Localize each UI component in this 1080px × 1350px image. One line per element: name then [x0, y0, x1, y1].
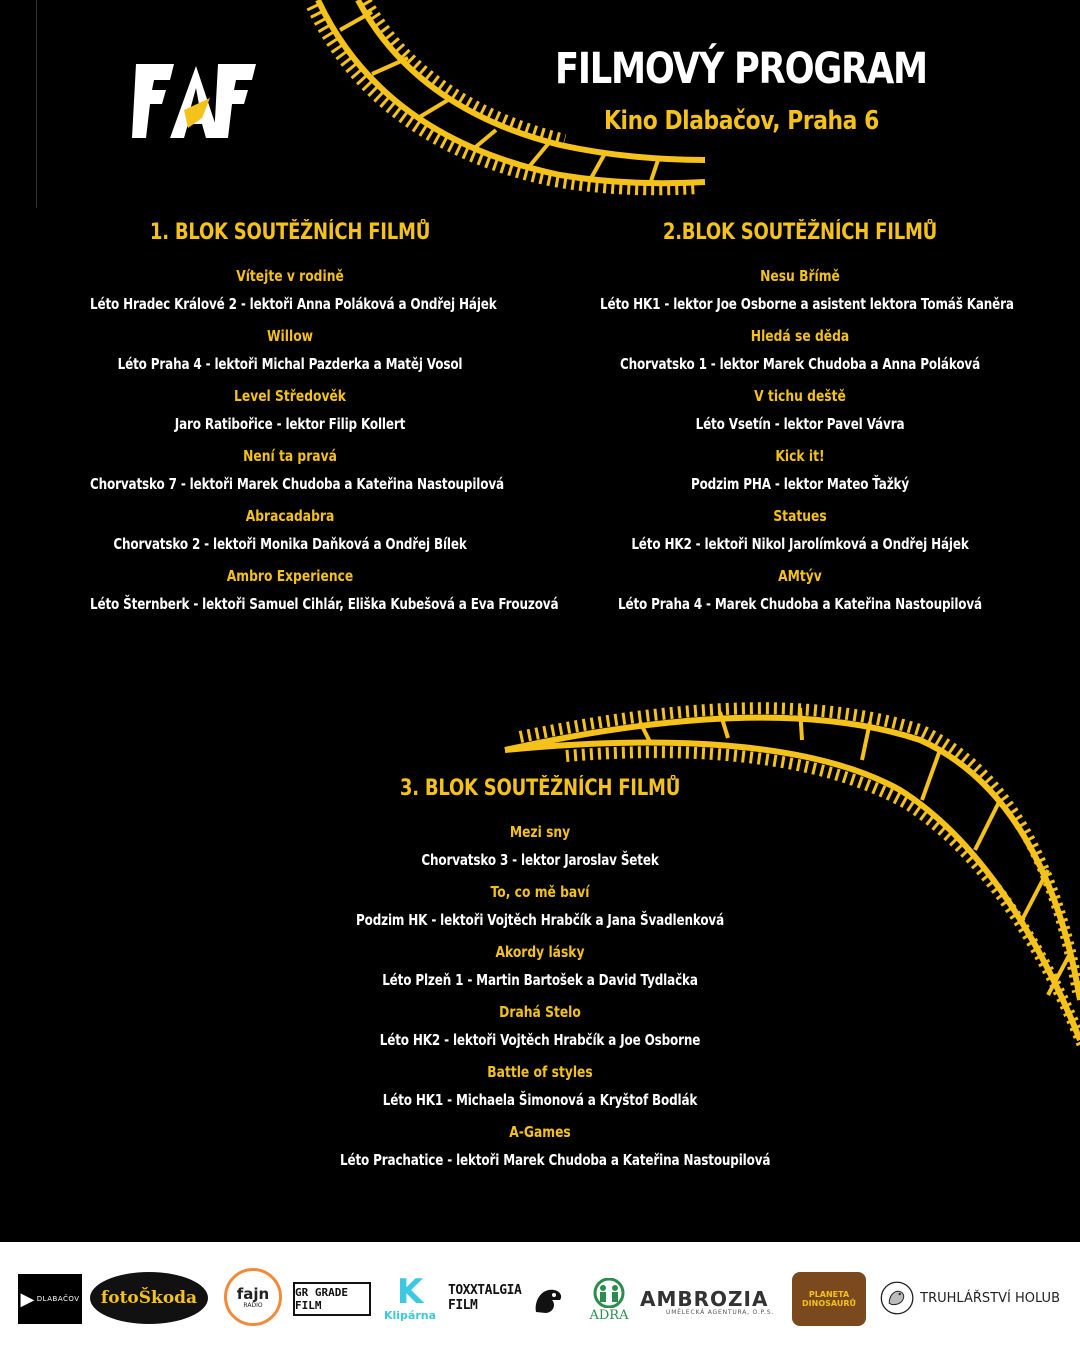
fotoskoda-logo: fotoŠkoda — [90, 1272, 208, 1324]
film-title: Statues — [773, 507, 827, 525]
film-title: Willow — [266, 327, 314, 345]
film-info: Léto Plzeň 1 - Martin Bartošek a David Tydlačka — [382, 971, 698, 989]
film-title: AMtýv — [778, 567, 822, 585]
film-item — [550, 386, 1050, 434]
film-title: Není ta pravá — [243, 447, 337, 465]
film-item — [40, 506, 540, 554]
film-info: Léto HK2 - lektoři Nikol Jarolímková a Ondřej Hájek — [631, 535, 969, 553]
film-item — [550, 446, 1050, 494]
venue-subtitle: Kino Dlabačov, Praha 6 — [604, 106, 879, 136]
film-item — [550, 566, 1050, 614]
bird-head-icon — [530, 1282, 566, 1318]
film-item — [40, 386, 540, 434]
film-title: Level Středověk — [234, 387, 346, 405]
block-heading: 3. BLOK SOUTĚŽNÍCH FILMŮ — [399, 776, 681, 801]
film-item — [290, 1002, 790, 1050]
film-item — [550, 326, 1050, 374]
film-title: Ambro Experience — [226, 567, 354, 585]
film-info: Chorvatsko 2 - lektoři Monika Daňková a Ondřej Bílek — [113, 535, 467, 553]
film-info: Léto Praha 4 - Marek Chudoba a Kateřina Nastoupilová — [618, 595, 982, 613]
film-item — [40, 446, 540, 494]
film-title: A-Games — [509, 1123, 571, 1141]
dove-icon — [880, 1272, 914, 1324]
film-block-2 — [550, 220, 1050, 626]
film-title: Battle of styles — [487, 1063, 593, 1081]
film-info: Chorvatsko 7 - lektoři Marek Chudoba a Kateřina Nastoupilová — [90, 475, 504, 493]
film-info: Podzim HK - lektoři Vojtěch Hrabčík a Jana Švadlenková — [355, 911, 725, 929]
film-title: Vítejte v rodině — [236, 267, 344, 285]
adra-people-icon — [589, 1278, 629, 1308]
kliparna-logo: K Klipárna — [383, 1271, 437, 1322]
film-title: Mezi sny — [509, 823, 571, 841]
film-item — [550, 506, 1050, 554]
film-info: Jaro Ratibořice - lektor Filip Kollert — [174, 415, 406, 433]
block-heading: 1. BLOK SOUTĚŽNÍCH FILMŮ — [149, 220, 431, 245]
ambrozia-logo: AMBROZIA UMĚLECKÁ AGENTURA, O.P.S. — [640, 1286, 775, 1316]
film-title: Abracadabra — [245, 507, 335, 525]
film-info: Léto HK1 - lektor Joe Osborne a asistent lektora Tomáš Kaněra — [600, 295, 1014, 313]
film-info: Podzim PHA - lektor Mateo Ťažký — [690, 475, 910, 493]
film-item — [290, 882, 790, 930]
film-item — [40, 266, 540, 314]
film-title: Drahá Stelo — [499, 1003, 581, 1021]
film-block-1 — [40, 220, 559, 626]
film-item — [40, 566, 559, 614]
film-item — [550, 266, 1050, 314]
film-info: Léto Hradec Králové 2 - lektoři Anna Poláková a Ondřej Hájek — [90, 295, 497, 313]
film-item — [290, 942, 790, 990]
divider-line — [36, 0, 37, 208]
film-info: Léto Šternberk - lektoři Samuel Cihlár, Eliška Kubešová a Eva Frouzová — [90, 595, 559, 613]
toxxtalgia-logo: TOXXTALGIA FILM — [448, 1283, 522, 1313]
planeta-dinosauru-logo: PLANETA DINOSAURŮ — [792, 1272, 866, 1326]
play-icon: ▶ — [20, 1288, 35, 1310]
block-heading: 2.BLOK SOUTĚŽNÍCH FILMŮ — [662, 220, 938, 245]
film-item — [290, 822, 790, 870]
film-title: Nesu Břímě — [760, 267, 840, 285]
faf-logo-icon — [132, 58, 260, 142]
film-info: Chorvatsko 3 - lektor Jaroslav Šetek — [421, 851, 659, 869]
grade-film-logo: GR GRADE FILM — [293, 1282, 371, 1316]
film-info: Léto HK1 - Michaela Šimonová a Kryštof Bodlák — [382, 1091, 698, 1109]
film-title: V tichu deště — [754, 387, 846, 405]
dlabacov-logo: ▶ DLABAČOV — [18, 1274, 82, 1324]
film-item — [290, 1062, 790, 1110]
film-title: Hledá se děda — [750, 327, 850, 345]
film-block-3 — [290, 776, 790, 1182]
film-title: Akordy lásky — [495, 943, 585, 961]
top-film-strip — [312, 0, 705, 189]
truhlarstvi-holub-logo: TRUHLÁŘSTVÍ HOLUB — [880, 1272, 1060, 1324]
film-info: Léto Vsetín - lektor Pavel Vávra — [695, 415, 905, 433]
partners-bar — [0, 1242, 1080, 1350]
page-title: FILMOVÝ PROGRAM — [555, 44, 927, 94]
film-info: Léto HK2 - lektoři Vojtěch Hrabčík a Joe Osborne — [379, 1031, 701, 1049]
film-title: Kick it! — [775, 447, 825, 465]
fajn-radio-logo: fajn RADIO — [224, 1268, 282, 1326]
film-title: To, co mě baví — [490, 883, 590, 901]
film-item — [290, 1122, 790, 1170]
film-item — [40, 326, 540, 374]
film-info: Chorvatsko 1 - lektor Marek Chudoba a Anna Poláková — [619, 355, 981, 373]
adra-logo: ADRA — [584, 1274, 634, 1326]
film-info: Léto Prachatice - lektoři Marek Chudoba a Kateřina Nastoupilová — [340, 1151, 771, 1169]
film-info: Léto Praha 4 - lektoři Michal Pazderka a Matěj Vosol — [117, 355, 463, 373]
